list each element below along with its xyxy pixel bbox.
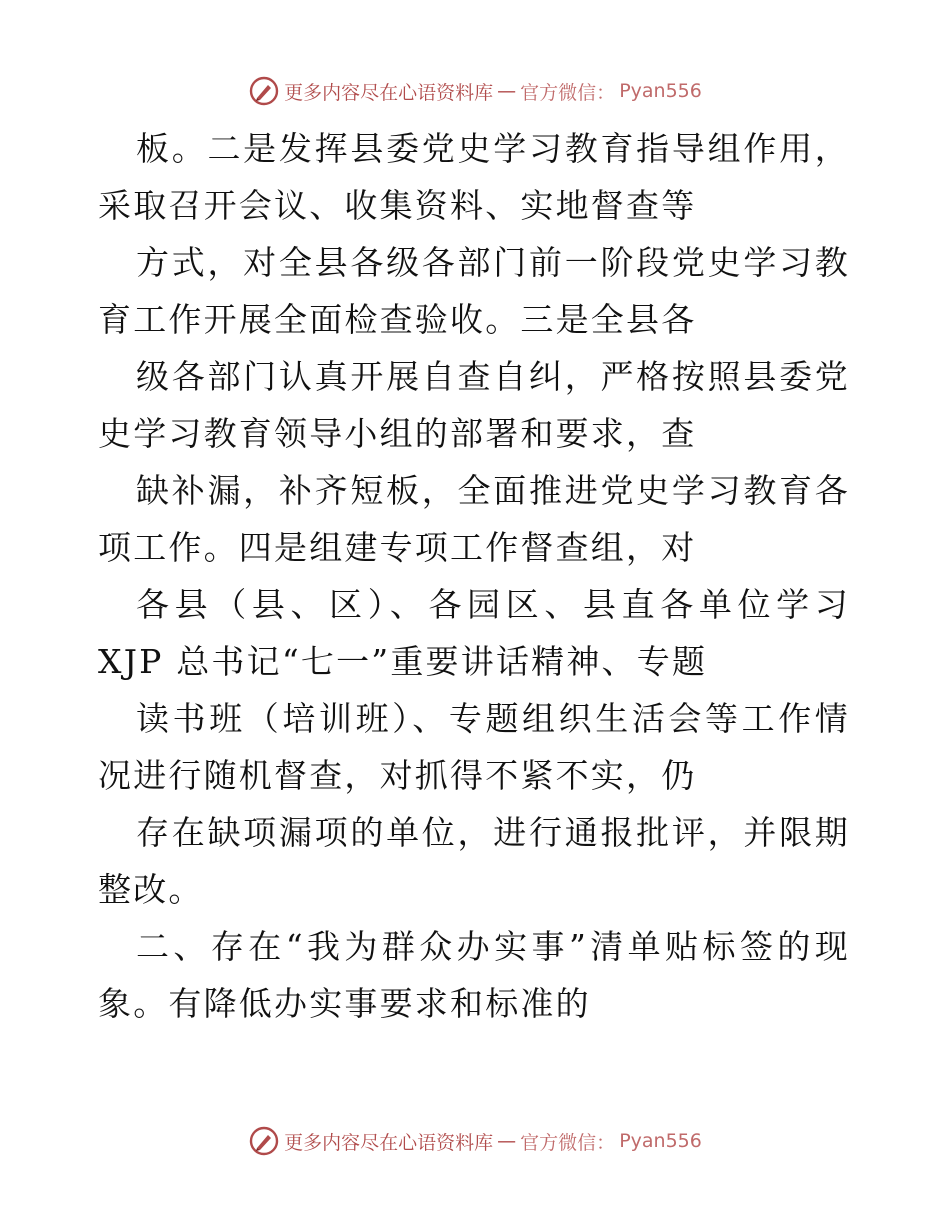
banner-wechat-id: Pyan556 <box>619 80 702 102</box>
document-body <box>98 120 850 1032</box>
banner-wechat-label: 官方微信： <box>520 81 616 104</box>
paragraph-8: 二、存在“我为群众办实事”清单贴标签的现象。有降低办实事要求和标准的 <box>98 927 850 1023</box>
banner-text: 更多内容尽在心语资料库 <box>284 1131 494 1154</box>
banner-wechat-label: 官方微信： <box>520 1131 616 1154</box>
footer-banner <box>0 1124 950 1158</box>
paragraph-2: 方式，对全县各级各部门前一阶段党史学习教育工作开展全面检查验收。三是全县各 <box>98 243 850 339</box>
paragraph-6: 读书班（培训班）、专题组织生活会等工作情况进行随机督查，对抓得不紧不实，仍 <box>98 699 850 795</box>
banner-text: 更多内容尽在心语资料库 <box>284 81 494 104</box>
banner-dash: — <box>497 80 517 102</box>
paragraph-4: 缺补漏，补齐短板，全面推进党史学习教育各项工作。四是组建专项工作督查组，对 <box>98 471 850 567</box>
paragraph-5: 各县（县、区）、各园区、县直各单位学习 XJP 总书记“七一”重要讲话精神、专题 <box>98 585 850 681</box>
paragraph-7: 存在缺项漏项的单位，进行通报批评，并限期整改。 <box>98 813 850 909</box>
pen-logo-icon <box>248 75 280 107</box>
paragraph-3: 级各部门认真开展自查自纠，严格按照县委党史学习教育领导小组的部署和要求，查 <box>98 357 850 453</box>
header-banner <box>0 74 950 108</box>
pen-logo-icon <box>248 1125 280 1157</box>
paragraph-1: 板。二是发挥县委党史学习教育指导组作用，采取召开会议、收集资料、实地督查等 <box>98 129 850 225</box>
banner-wechat-id: Pyan556 <box>619 1130 702 1152</box>
banner-dash: — <box>497 1130 517 1152</box>
